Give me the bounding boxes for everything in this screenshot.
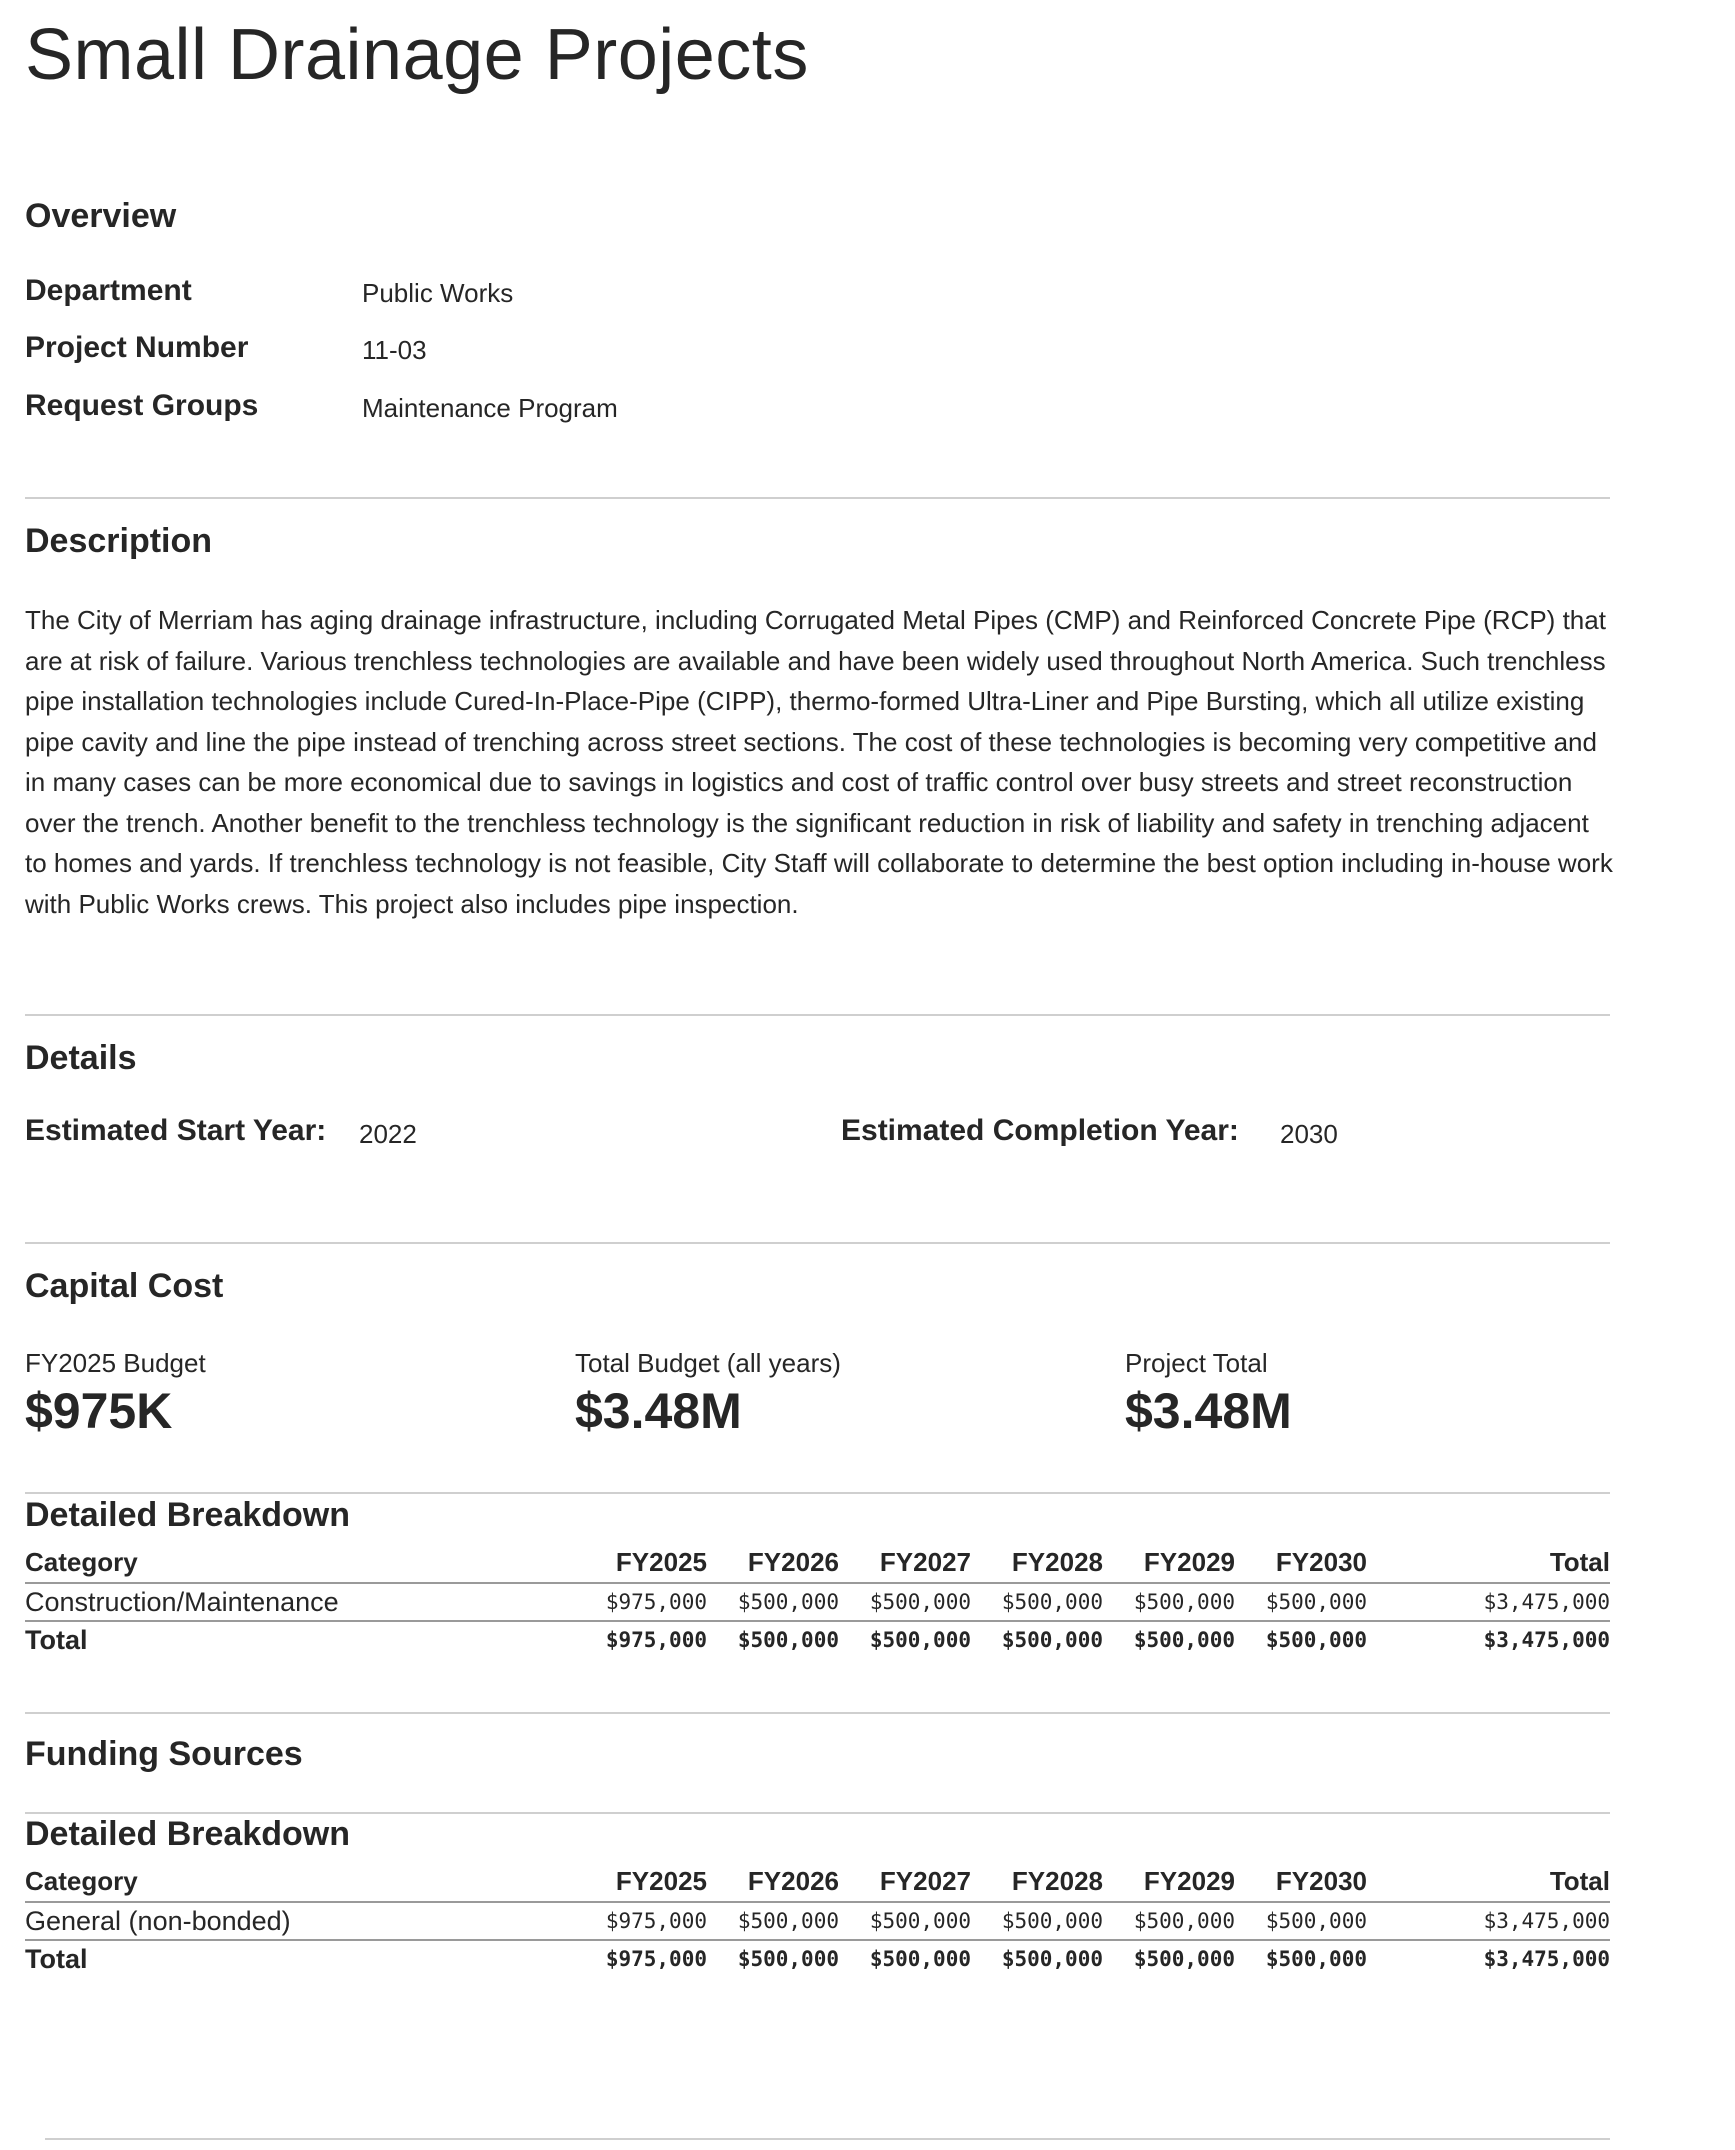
details-heading: Details — [25, 1039, 137, 1077]
table-cell: $975,000 — [557, 1583, 707, 1621]
table-cell: $500,000 — [1001, 1628, 1103, 1652]
capital-cost-heading: Capital Cost — [25, 1267, 224, 1305]
table-cell: General (non-bonded) — [25, 1902, 557, 1940]
description-text: The City of Merriam has aging drainage infrastructure, including Corrugated Metal Pipes (CMP) and Reinforced Concrete Pipe (RCP) that are at risk of failure. Various trenchless technologies are available and have been widely used throughout North America. Such trenchless pipe installation technologies include Cured-In-Place-Pipe (CIPP), thermo-formed Ultra-Liner and Pipe Bursting, which all utilize existing pipe cavity and line the pipe instead of trenching across street sections. The cost of these technologies is becoming very competitive and in many cases can be more economical due to savings in logistics and cost of traffic control over busy streets and street reconstruction over the trench. Another benefit to the trenchless technology is the significant reduction in risk of liability and safety in trenching adjacent to homes and yards. If trenchless technology is not feasible, City Staff will collaborate to determine the best option including in-house work with Public Works crews. This project also includes pipe inspection. — [25, 605, 1613, 919]
table-row — [25, 1583, 1610, 1621]
table-cell: $500,000 — [1133, 1628, 1235, 1652]
table-cell: Construction/Maintenance — [25, 1583, 557, 1621]
column-header: Total — [1367, 1544, 1610, 1583]
table-cell: Total — [25, 1943, 88, 1974]
table-cell: $3,475,000 — [1483, 1947, 1610, 1971]
table-cell: Total — [25, 1624, 88, 1655]
table-cell: $500,000 — [1265, 1628, 1367, 1652]
funding-breakdown-title: Detailed Breakdown — [25, 1815, 350, 1853]
funding-breakdown-table — [25, 1863, 1610, 1977]
table-cell: $500,000 — [839, 1583, 971, 1621]
table-cell: $500,000 — [839, 1902, 971, 1940]
table-header-row — [25, 1863, 1610, 1902]
department-value: Public Works — [362, 278, 514, 308]
table-cell: $3,475,000 — [1483, 1628, 1610, 1652]
table-cell: $500,000 — [707, 1902, 839, 1940]
column-header: FY2027 — [839, 1863, 971, 1902]
department-label: Department — [25, 274, 192, 307]
start-year-value: 2022 — [359, 1119, 417, 1149]
description-heading: Description — [25, 522, 213, 560]
divider — [25, 497, 1610, 499]
project-total-label: Project Total — [1125, 1348, 1268, 1378]
capital-breakdown-title: Detailed Breakdown — [25, 1496, 350, 1534]
total-budget-label: Total Budget (all years) — [575, 1348, 841, 1378]
column-header: FY2025 — [557, 1544, 707, 1583]
column-header: FY2030 — [1235, 1863, 1367, 1902]
column-header: FY2028 — [971, 1544, 1103, 1583]
table-total-row — [25, 1940, 1610, 1977]
column-header: FY2029 — [1103, 1544, 1235, 1583]
table-cell: $500,000 — [707, 1583, 839, 1621]
table-cell: $500,000 — [737, 1628, 839, 1652]
table-cell: $500,000 — [1103, 1583, 1235, 1621]
table-cell: $975,000 — [605, 1628, 707, 1652]
page-title: Small Drainage Projects — [25, 15, 809, 95]
completion-year-value: 2030 — [1280, 1119, 1338, 1149]
column-header: FY2030 — [1235, 1544, 1367, 1583]
table-cell: $500,000 — [1133, 1947, 1235, 1971]
divider — [25, 1712, 1610, 1714]
overview-heading: Overview — [25, 197, 177, 235]
column-header: FY2026 — [707, 1863, 839, 1902]
capital-breakdown-table — [25, 1544, 1610, 1658]
column-header: Category — [25, 1544, 557, 1583]
table-cell: $500,000 — [869, 1628, 971, 1652]
project-number-label: Project Number — [25, 331, 249, 364]
funding-sources-heading: Funding Sources — [25, 1735, 303, 1773]
table-cell: $3,475,000 — [1367, 1583, 1610, 1621]
column-header: FY2025 — [557, 1863, 707, 1902]
table-cell: $500,000 — [1265, 1947, 1367, 1971]
table-cell: $500,000 — [1235, 1583, 1367, 1621]
column-header: Category — [25, 1863, 557, 1902]
table-header-row — [25, 1544, 1610, 1583]
table-cell: $500,000 — [737, 1947, 839, 1971]
divider — [25, 1492, 1610, 1494]
table-cell: $975,000 — [557, 1902, 707, 1940]
table-total-row — [25, 1621, 1610, 1658]
column-header: FY2026 — [707, 1544, 839, 1583]
table-cell: $975,000 — [605, 1947, 707, 1971]
table-cell: $500,000 — [971, 1902, 1103, 1940]
table-cell: $500,000 — [971, 1583, 1103, 1621]
completion-year-label: Estimated Completion Year: — [841, 1114, 1239, 1147]
table-cell: $500,000 — [1103, 1902, 1235, 1940]
fy2025-budget-value: $975K — [25, 1383, 173, 1439]
table-cell: $500,000 — [869, 1947, 971, 1971]
column-header: FY2027 — [839, 1544, 971, 1583]
table-cell: $3,475,000 — [1367, 1902, 1610, 1940]
table-cell: $500,000 — [1235, 1902, 1367, 1940]
divider — [25, 1242, 1610, 1244]
request-groups-label: Request Groups — [25, 389, 259, 422]
column-header: FY2029 — [1103, 1863, 1235, 1902]
total-budget-value: $3.48M — [575, 1383, 742, 1439]
divider — [25, 1812, 1610, 1814]
column-header: FY2028 — [971, 1863, 1103, 1902]
fy2025-budget-label: FY2025 Budget — [25, 1348, 206, 1378]
divider — [25, 1014, 1610, 1016]
start-year-label: Estimated Start Year: — [25, 1114, 327, 1147]
project-total-value: $3.48M — [1125, 1383, 1292, 1439]
project-number-value: 11-03 — [362, 335, 427, 365]
request-groups-value: Maintenance Program — [362, 393, 618, 423]
column-header: Total — [1367, 1863, 1610, 1902]
table-cell: $500,000 — [1001, 1947, 1103, 1971]
table-row — [25, 1902, 1610, 1940]
footer-divider — [45, 2138, 1610, 2140]
